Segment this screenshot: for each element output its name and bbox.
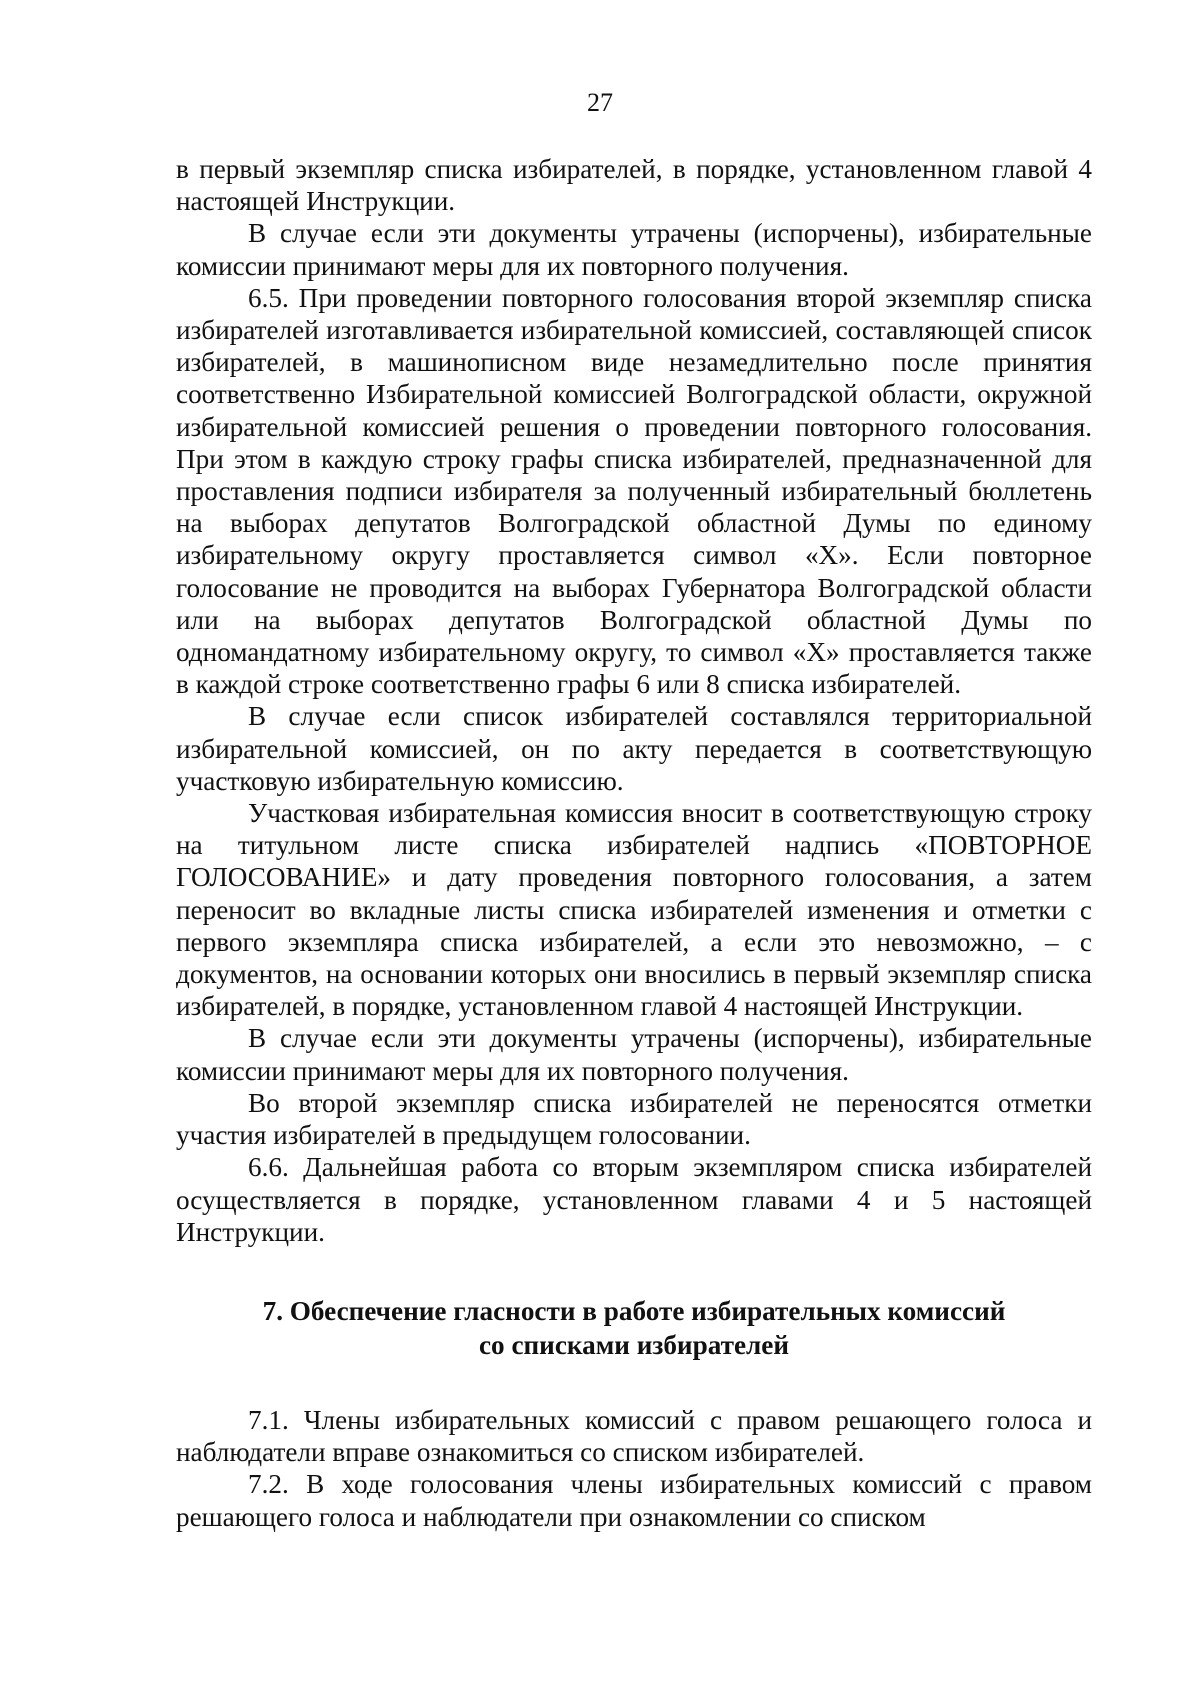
section-heading-line-1: 7. Обеспечение гласности в работе избирательных комиссий — [262, 1295, 1006, 1326]
paragraph: 6.6. Дальнейшая работа со вторым экземпляром списка избирателей осуществляется в порядке, установленном главами 4 и 5 настоящей Инструкции. — [176, 1152, 1092, 1247]
paragraph: Участковая избирательная комиссия вносит в соответствующую строку на титульном листе списка избирателей надпись «ПОВТОРНОЕ ГОЛОСОВАНИЕ» и дату проведения повторного голосования, а затем переносит во вкладные листы списка избирателей изменения и отметки с первого экземпляра списка избирателей, а если это невозможно, – с документов, на основании которых они вносились в первый экземпляр списка избирателей, в порядке, установленном главой 4 настоящей Инструкции. — [176, 798, 1092, 1022]
document-body — [176, 153, 1092, 1533]
paragraph: В случае если список избирателей составлялся территориальной избирательной комиссией, он по акту передается в соответствующую участковую избирательную комиссию. — [176, 701, 1092, 796]
section-heading — [176, 1294, 1092, 1362]
paragraph: В случае если эти документы утрачены (испорчены), избирательные комиссии принимают меры для их повторного получения. — [176, 1023, 1092, 1086]
paragraphs-after-heading — [176, 1404, 1092, 1533]
page-number: 27 — [587, 88, 613, 117]
paragraph: 7.1. Члены избирательных комиссий с правом решающего голоса и наблюдатели вправе ознакомиться со списком избирателей. — [176, 1404, 1092, 1468]
section-heading-line-2: со списками избирателей — [478, 1329, 789, 1360]
paragraph: 6.5. При проведении повторного голосования второй экземпляр списка избирателей изготавливается избирательной комиссией, составляющей список избирателей, в машинописном виде незамедлительно после принятия соответственно Избирательной комиссией Волгоградской области, окружной избирательной комиссией решения о проведении повторного голосования. При этом в каждую строку графы списка избирателей, предназначенной для проставления подписи избирателя за полученный избирательный бюллетень на выборах депутатов Волгоградской областной Думы по единому избирательному округу проставляется символ «Х». Если повторное голосование не проводится на выборах Губернатора Волгоградской области или на выборах депутатов Волгоградской областной Думы по одномандатному избирательному округу, то символ «Х» проставляется также в каждой строке соответственно графы 6 или 8 списка избирателей. — [176, 282, 1092, 700]
paragraph: в первый экземпляр списка избирателей, в порядке, установленном главой 4 настоящей Инструкции. — [176, 154, 1092, 217]
paragraphs-before-heading — [176, 153, 1092, 1248]
paragraph: В случае если эти документы утрачены (испорчены), избирательные комиссии принимают меры для их повторного получения. — [176, 218, 1092, 281]
paragraph: 7.2. В ходе голосования члены избирательных комиссий с правом решающего голоса и наблюдатели при ознакомлении со списком — [176, 1469, 1092, 1532]
paragraph: Во второй экземпляр списка избирателей не переносятся отметки участия избирателей в предыдущем голосовании. — [176, 1087, 1092, 1151]
